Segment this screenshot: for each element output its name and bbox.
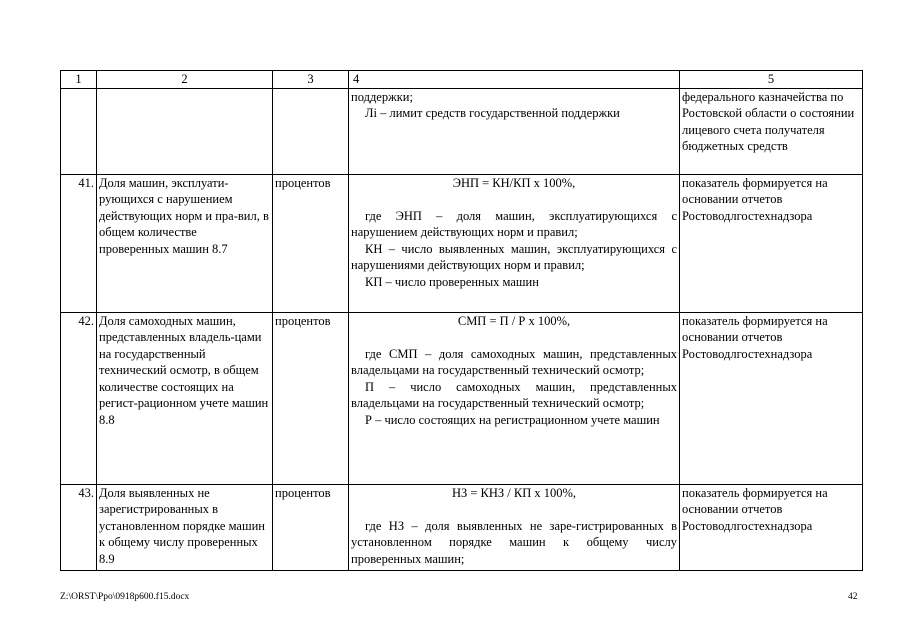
- header-cell-3: 3: [273, 71, 349, 89]
- indicator-unit: процентов: [273, 174, 349, 312]
- method-line: где ЭНП – доля машин, эксплуатирующихся с нарушением действующих норм и правил;: [351, 208, 677, 239]
- calculation-method: [349, 484, 680, 570]
- data-source: федерального казначейства по Ростовской области о состоянии лицевого счета получателя бюджетных средств: [680, 88, 863, 174]
- calculation-method: [349, 88, 680, 174]
- indicator-name: Доля машин, эксплуати-рующихся с нарушением действующих норм и пра-вил, в общем количестве проверенных машин 8.7: [97, 174, 273, 312]
- table-header-row: [61, 71, 863, 89]
- method-line: Р – число состоящих на регистрационном учете машин: [365, 412, 660, 427]
- indicators-table: [60, 70, 863, 571]
- table-row: [61, 484, 863, 570]
- row-number: 41.: [61, 174, 97, 312]
- table-row: [61, 88, 863, 174]
- page-number: 42: [848, 592, 858, 602]
- row-number: [61, 88, 97, 174]
- row-number: 42.: [61, 312, 97, 484]
- indicator-name: Доля выявленных не зарегистрированных в установленном порядке машин к общему числу проверенных 8.9: [97, 484, 273, 570]
- method-line: КН – число выявленных машин, эксплуатирующихся с нарушениями действующих норм и правил;: [351, 241, 677, 272]
- formula: НЗ = КНЗ / КП х 100%,: [451, 485, 577, 500]
- data-source: показатель формируется на основании отчетов Ростоводлгостехнадзора: [680, 484, 863, 570]
- header-cell-5: 5: [680, 71, 863, 89]
- method-line: где НЗ – доля выявленных не заре-гистрированных в установленном порядке машин к общему числу проверенных машин;: [351, 518, 677, 566]
- method-line: где СМП – доля самоходных машин, представленных владельцами на государственный технический осмотр;: [351, 346, 677, 377]
- file-path-footer: Z:\ORST\Ppo\0918p600.f15.docx: [60, 592, 190, 602]
- table-row: [61, 174, 863, 312]
- method-line: поддержки;: [351, 89, 413, 104]
- header-cell-1: 1: [61, 71, 97, 89]
- method-line: КП – число проверенных машин: [365, 274, 539, 289]
- data-source: показатель формируется на основании отчетов Ростоводлгостехнадзора: [680, 174, 863, 312]
- calculation-method: [349, 312, 680, 484]
- method-line: П – число самоходных машин, представленных владельцами на государственный технический осмотр;: [351, 379, 677, 410]
- method-line: Лi – лимит средств государственной поддержки: [365, 106, 620, 120]
- formula: СМП = П / Р х 100%,: [457, 313, 571, 328]
- indicator-unit: процентов: [273, 484, 349, 570]
- indicator-unit: процентов: [273, 312, 349, 484]
- indicator-name: Доля самоходных машин, представленных владель-цами на государственный технический осмотр, в общем количестве состоящих на регист-рационном учете машин 8.8: [97, 312, 273, 484]
- header-cell-4: 4: [349, 71, 680, 89]
- calculation-method: [349, 174, 680, 312]
- table-row: [61, 312, 863, 484]
- formula: ЭНП = КН/КП х 100%,: [452, 175, 576, 190]
- indicator-unit: [273, 88, 349, 174]
- row-number: 43.: [61, 484, 97, 570]
- indicator-name: [97, 88, 273, 174]
- data-source: показатель формируется на основании отчетов Ростоводлгостехнадзора: [680, 312, 863, 484]
- header-cell-2: 2: [97, 71, 273, 89]
